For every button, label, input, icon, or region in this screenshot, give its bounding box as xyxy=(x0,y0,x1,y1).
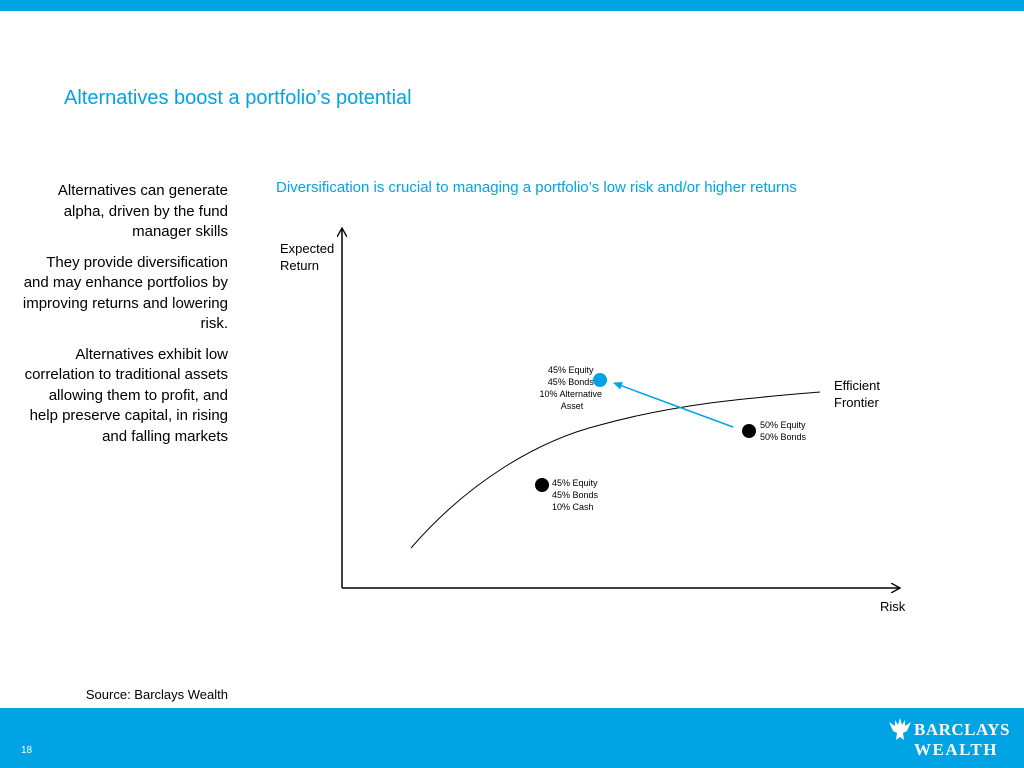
side-paragraph: Alternatives can generate alpha, driven by the fund manager skills xyxy=(57,182,228,240)
barclays-wealth-logo xyxy=(886,716,1012,760)
side-paragraph: They provide diversification and may enhance portfolios by improving returns and lowering risk. xyxy=(22,253,228,332)
cash-portfolio-label: 45% Equity 45% Bonds 10% Cash xyxy=(552,478,599,512)
equity-bonds-portfolio-label: 50% Equity 50% Bonds xyxy=(760,420,807,442)
logo-line-1: BARCLAYS xyxy=(914,720,1010,739)
slide-title: Alternatives boost a portfolio’s potential xyxy=(64,87,412,109)
efficient-frontier-label: Efficient Frontier xyxy=(834,378,881,410)
efficient-frontier-curve xyxy=(411,392,820,548)
source-note: Source: Barclays Wealth xyxy=(85,687,228,702)
side-paragraph: Alternatives exhibit low correlation to traditional assets allowing them to profit, and help preserve capital, in rising and falling markets xyxy=(24,345,228,445)
equity-bonds-portfolio-point xyxy=(742,424,756,438)
eagle-icon xyxy=(889,718,911,740)
y-axis-label: Expected Return xyxy=(280,241,335,273)
x-axis-label: Risk xyxy=(880,599,906,614)
page-number: 18 xyxy=(21,745,33,756)
logo-line-2: WEALTH xyxy=(914,740,998,759)
improvement-arrow xyxy=(614,383,733,427)
footer-bar xyxy=(0,708,1024,768)
cash-portfolio-point xyxy=(535,478,549,492)
alternative-portfolio-label: 45% Equity 45% Bonds 10% Alternative Asset xyxy=(539,365,603,411)
diagram-subtitle: Diversification is crucial to managing a portfolio’s low risk and/or higher returns xyxy=(276,179,797,196)
